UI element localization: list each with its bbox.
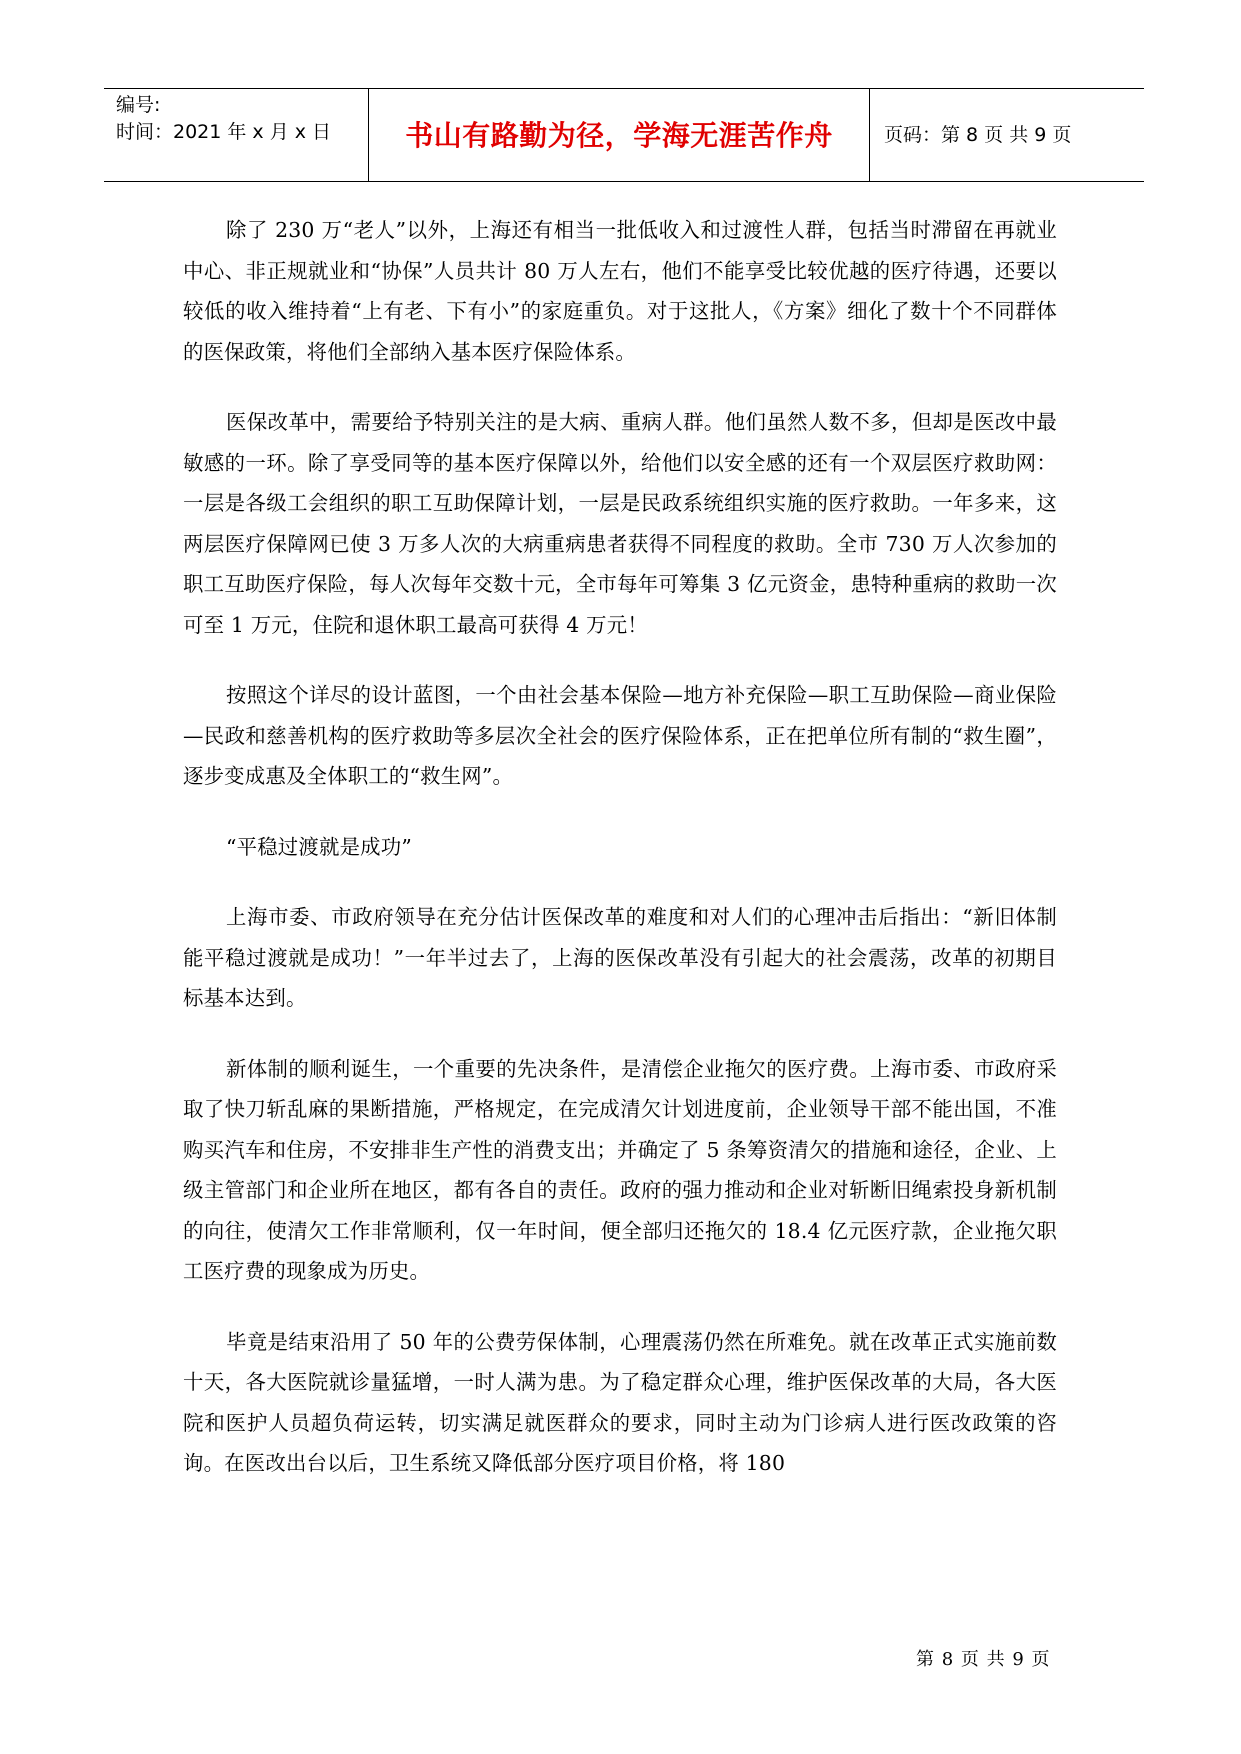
header-motto: 书山有路勤为径，学海无涯苦作舟: [405, 119, 833, 152]
body-paragraph: 医保改革中，需要给予特别关注的是大病、重病人群。他们虽然人数不多，但却是医改中最敏感的一环。除了享受同等的基本医疗保障以外，给他们以安全感的还有一个双层医疗救助网：一层是各级工会组织的职工互助保障计划，一层是民政系统组织实施的医疗救助。一年多来，这两层医疗保障网已使 3 万多人次的大病重病患者获得不同程度的救助。全市 730 万人次参加的职工互助医疗保险，每人次每年交数十元，全市每年可筹集 3 亿元资金，患特种重病的救助一次可至 1 万元，住院和退休职工最高可获得 4 万元！: [183, 410, 1057, 637]
page-header: [104, 88, 1144, 182]
body-paragraph: 新体制的顺利诞生，一个重要的先决条件，是清偿企业拖欠的医疗费。上海市委、市政府采取了快刀斩乱麻的果断措施，严格规定，在完成清欠计划进度前，企业领导干部不能出国，不准购买汽车和住房，不安排非生产性的消费支出；并确定了 5 条筹资清欠的措施和途径，企业、上级主管部门和企业所在地区，都有各自的责任。政府的强力推动和企业对斩断旧绳索投身新机制的向往，使清欠工作非常顺利，仅一年时间，便全部归还拖欠的 18.4 亿元医疗款，企业拖欠职工医疗费的现象成为历史。: [183, 1056, 1057, 1283]
body-paragraph: 毕竟是结束沿用了 50 年的公费劳保体制，心理震荡仍然在所难免。就在改革正式实施前数十天，各大医院就诊量猛增，一时人满为患。为了稳定群众心理，维护医保改革的大局，各大医院和医护人员超负荷运转，切实满足就医群众的要求，同时主动为门诊病人进行医改政策的咨询。在医改出台以后，卫生系统又降低部分医疗项目价格，将 180: [183, 1329, 1057, 1475]
body-paragraph: 按照这个详尽的设计蓝图，一个由社会基本保险—地方补充保险—职工互助保险—商业保险—民政和慈善机构的医疗救助等多层次全社会的医疗保险体系，正在把单位所有制的“救生圈”，逐步变成惠及全体职工的“救生网”。: [183, 683, 1057, 788]
document-body: [183, 210, 1057, 1514]
document-time-label: 时间：2021 年 x 月 x 日: [116, 121, 332, 143]
header-meta-cell: [104, 89, 368, 181]
body-paragraph: 除了 230 万“老人”以外，上海还有相当一批低收入和过渡性人群，包括当时滞留在再就业中心、非正规就业和“协保”人员共计 80 万人左右，他们不能享受比较优越的医疗待遇，还要以较低的收入维持着“上有老、下有小”的家庭重负。对于这批人，《方案》细化了数十个不同群体的医保政策，将他们全部纳入基本医疗保险体系。: [183, 218, 1057, 364]
header-motto-cell: [368, 89, 870, 181]
page-footer-indicator: 第 8 页 共 9 页: [916, 1649, 1051, 1670]
header-page-cell: [870, 89, 1144, 181]
section-subheading: “平稳过渡就是成功”: [226, 834, 412, 859]
header-page-code: 页码：第 8 页 共 9 页: [884, 124, 1072, 146]
document-number-label: 编号:: [116, 94, 161, 116]
body-paragraph: 上海市委、市政府领导在充分估计医保改革的难度和对人们的心理冲击后指出：“新旧体制能平稳过渡就是成功！”一年半过去了，上海的医保改革没有引起大的社会震荡，改革的初期目标基本达到。: [183, 905, 1057, 1010]
